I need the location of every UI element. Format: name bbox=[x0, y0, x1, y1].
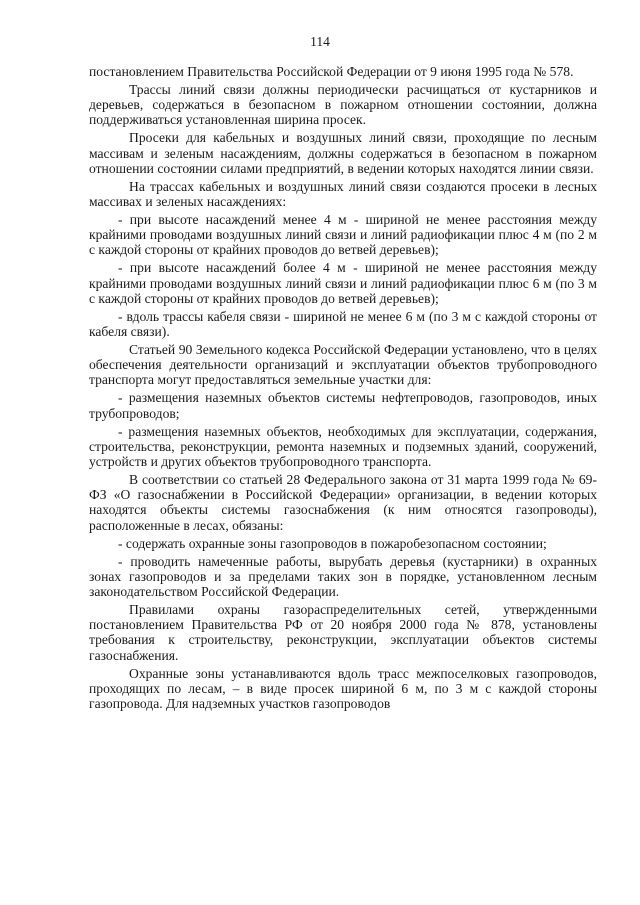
list-item-above-4m: - при высоте насаждений более 4 м - шириной не менее расстояния между крайними проводами воздушных линий связи и линий радиофикации плюс 6 м (по 3 м с каждой стороны от крайних проводов до ветвей деревьев); bbox=[89, 260, 597, 306]
page-number: 114 bbox=[310, 34, 330, 49]
paragraph-decree-reference: постановлением Правительства Российской Федерации от 9 июня 1995 года № 578. bbox=[89, 64, 574, 79]
list-item-operation-objects: - размещения наземных объектов, необходимых для эксплуатации, содержания, строительства, реконструкции, ремонта наземных и подземных зданий, сооружений, устройств и других объектов трубопроводного транспорта. bbox=[89, 423, 597, 470]
document-body bbox=[89, 64, 597, 714]
list-item-below-4m: - при высоте насаждений менее 4 м - шириной не менее расстояния между крайними проводами воздушных линий связи и линий радиофикации плюс 4 м (по 2 м с каждой стороны от крайних проводов до ветвей деревьев); bbox=[89, 212, 597, 258]
paragraph-gas-supply-law: В соответствии со статьей 28 Федерального закона от 31 марта 1999 года № 69-ФЗ «О газоснабжении в Российской Федерации» организации, в ведении которых находятся объекты системы газоснабжения (к ним относятся газопроводы), расположенные в лесах, обязаны: bbox=[89, 472, 597, 533]
paragraph-clearing-requirements: На трассах кабельных и воздушных линий связи создаются просеки в лесных массивах и зеленых насаждениях: bbox=[89, 178, 597, 210]
paragraph-communication-lines-clearing: Трассы линий связи должны периодически расчищаться от кустарников и деревьев, содержаться в безопасном в пожарном отношении состоянии, должна поддерживаться установленная ширина просек. bbox=[89, 82, 597, 128]
list-item-planned-works: - проводить намеченные работы, вырубать деревья (кустарники) в охранных зонах газопроводов и за пределами таких зон в порядке, установленном лесным законодательством Российской Федерации. bbox=[89, 553, 597, 600]
list-item-cable-route: - вдоль трассы кабеля связи - шириной не менее 6 м (по 3 м с каждой стороны от кабеля связи). bbox=[89, 308, 597, 340]
list-item-fire-safe-zones: - содержать охранные зоны газопроводов в пожаробезопасном состоянии; bbox=[118, 535, 547, 551]
paragraph-protection-zones: Охранные зоны устанавливаются вдоль трасс межпоселковых газопроводов, проходящих по лесам, – в виде просек шириной 6 м, по 3 м с каждой стороны газопровода. Для надземных участков газопроводов bbox=[89, 665, 597, 712]
paragraph-forest-clearings: Просеки для кабельных и воздушных линий связи, проходящие по лесным массивам и зеленым насаждениям, должны содержаться в безопасном в пожарном отношении состоянии силами предприятий, в ведении которых находятся линии связи. bbox=[89, 130, 597, 176]
paragraph-land-code-article-90: Статьей 90 Земельного кодекса Российской Федерации установлено, что в целях обеспечения деятельности организаций и эксплуатации объектов трубопроводного транспорта могут предоставляться земельные участки для: bbox=[89, 342, 597, 388]
paragraph-gas-network-rules: Правилами охраны газораспределительных сетей, утвержденными постановлением Правительства РФ от 20 ноября 2000 года № 878, установлены требования к строительству, реконструкции, эксплуатации объектов системы газоснабжения. bbox=[89, 602, 597, 663]
list-item-pipeline-objects: - размещения наземных объектов системы нефтепроводов, газопроводов, иных трубопроводов; bbox=[89, 390, 597, 421]
